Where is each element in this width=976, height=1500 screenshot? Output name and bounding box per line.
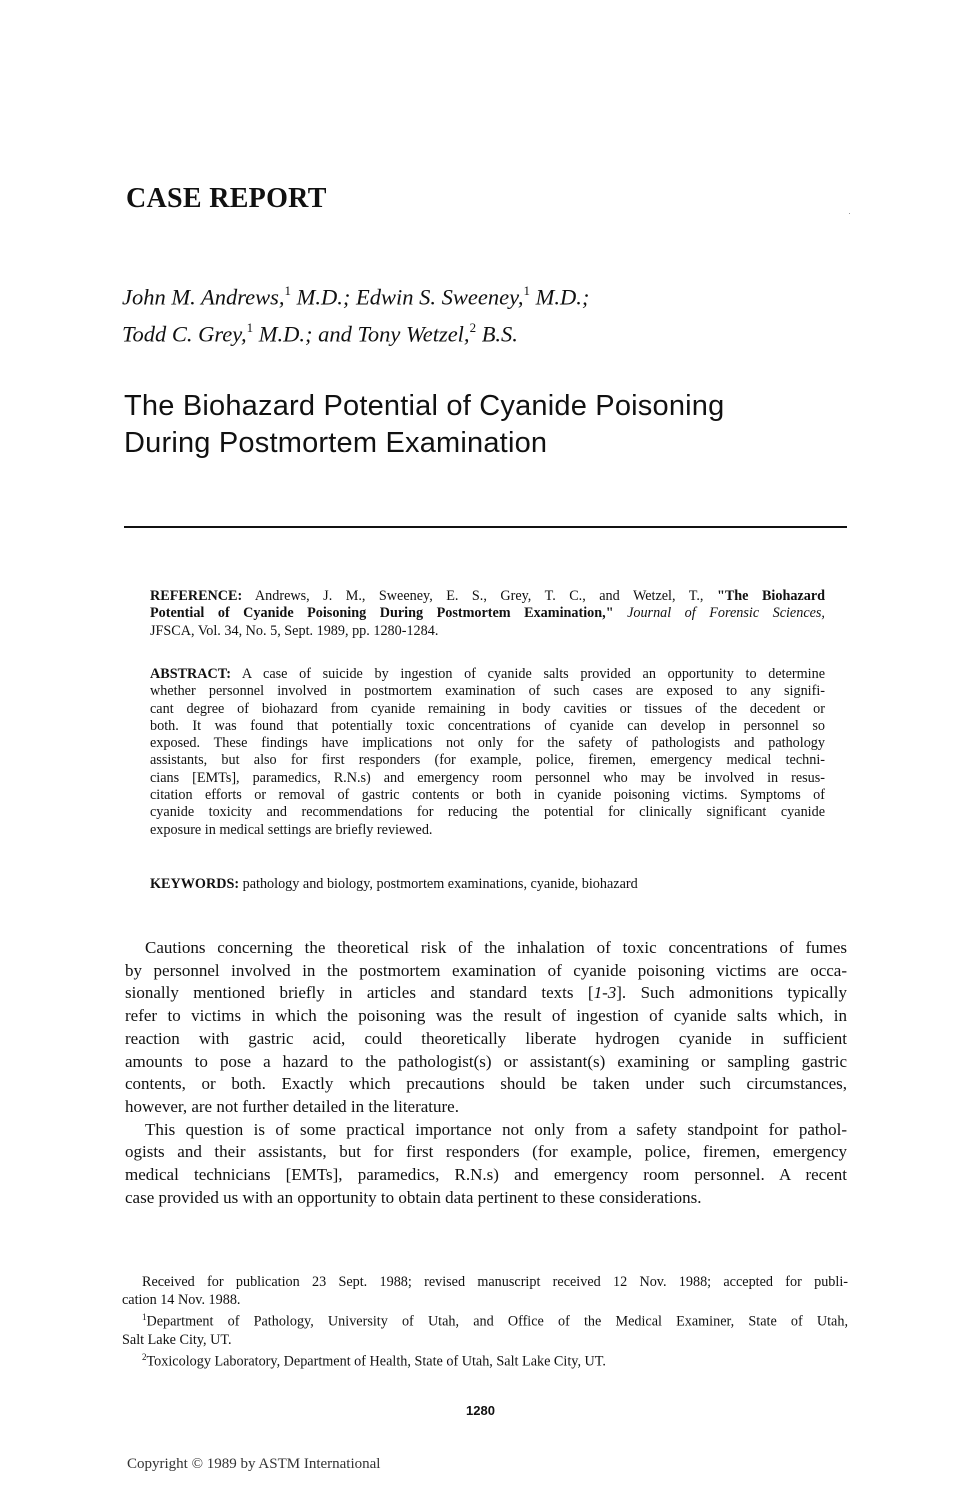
title-line-1: The Biohazard Potential of Cyanide Poisoning <box>124 390 725 422</box>
reference-line <box>150 588 825 605</box>
abstract-label: ABSTRACT: <box>150 666 231 682</box>
affiliation-marker: 1 <box>523 283 530 298</box>
body-line: ogists and their assistants, but for first responders (for example, police, firemen, emergency <box>125 1142 847 1162</box>
footnote-marker: 1 <box>142 1312 147 1323</box>
author-line-2 <box>122 313 862 350</box>
author-name-grey: Todd C. Grey, <box>122 321 247 346</box>
abstract-block <box>150 666 825 839</box>
footnote-text: Toxicology Laboratory, Department of Health, State of Utah, Salt Lake City, UT. <box>146 1353 606 1370</box>
body-line: refer to victims in which the poisoning was the result of ingestion of cyanide salts which, in <box>125 1006 847 1026</box>
abstract-line: assistants, but also for first responders (for example, police, firemen, emergency medical techni- <box>150 752 825 769</box>
footnote-affiliation-1: Salt Lake City, UT. <box>122 1331 232 1348</box>
body-line: This question is of some practical importance not only from a safety standpoint for pathol- <box>145 1119 847 1139</box>
keywords-line <box>150 876 825 893</box>
footnotes <box>122 1274 848 1371</box>
footnote-received: cation 14 Nov. 1988. <box>122 1291 241 1308</box>
body-line: Cautions concerning the theoretical risk of the inhalation of toxic concentrations of fumes <box>145 938 847 957</box>
author-name-wetzel: M.D.; and Tony Wetzel, <box>253 321 470 346</box>
section-label: CASE REPORT <box>126 183 327 214</box>
body-text-segment: ]. Such admonitions typically <box>616 983 847 1003</box>
keywords-text: pathology and biology, postmortem examinations, cyanide, biohazard <box>239 876 638 892</box>
reference-line: JFSCA, Vol. 34, No. 5, Sept. 1989, pp. 1280-1284. <box>150 622 439 639</box>
keywords-label: KEYWORDS: <box>150 876 240 892</box>
body-line <box>125 982 847 1005</box>
article-title <box>124 388 864 462</box>
abstract-line: cant degree of biohazard from cyanide remaining in body cavities or tissues of the decedent or <box>150 700 825 717</box>
body-text <box>125 937 847 1209</box>
affiliation-marker: 1 <box>246 319 254 335</box>
abstract-line: whether personnel involved in postmortem examination of such cases are exposed to any signifi- <box>150 683 825 700</box>
footnote-affiliation-1 <box>122 1309 848 1331</box>
reference-label: REFERENCE: <box>150 588 243 604</box>
author-line-1 <box>122 276 862 313</box>
abstract-line: citation efforts or removal of gastric contents or both in cyanide poisoning victims. Symptoms of <box>150 787 825 804</box>
abstract-line: both. It was found that potentially toxic concentrations of cyanide can develop in personnel so <box>150 717 825 734</box>
affiliation-marker: 2 <box>469 319 477 335</box>
body-text-segment: sionally mentioned briefly in articles and standard texts [ <box>125 983 594 1003</box>
scan-speck <box>849 213 850 214</box>
author-degree: B.S. <box>476 321 518 346</box>
reference-title-end: Potential of Cyanide Poisoning During Postmortem Examination," <box>150 605 614 622</box>
abstract-line: exposure in medical settings are briefly reviewed. <box>150 821 433 838</box>
abstract-text: A case of suicide by ingestion of cyanide salts provided an opportunity to determine <box>230 666 825 682</box>
reference-authors: Andrews, J. M., Sweeney, E. S., Grey, T. C., and Wetzel, T., <box>242 588 717 604</box>
footnote-text: Department of Pathology, University of Utah, and Office of the Medical Examiner, State of Utah, <box>146 1313 848 1330</box>
reference-title-start: "The Biohazard <box>716 588 826 604</box>
author-list <box>122 276 862 349</box>
body-line: case provided us with an opportunity to obtain data pertinent to these considerations. <box>125 1187 702 1207</box>
footnote-affiliation-2 <box>122 1349 848 1371</box>
body-line: contents, or both. Exactly which precautions should be taken under such circumstances, <box>125 1074 847 1094</box>
abstract-line <box>150 666 825 683</box>
footnote-received: Received for publication 23 Sept. 1988; revised manuscript received 12 Nov. 1988; accepted for publi- <box>142 1274 848 1290</box>
author-name-sweeney: M.D.; Edwin S. Sweeney, <box>291 284 524 310</box>
author-degree: M.D.; <box>529 284 590 310</box>
keywords-block <box>150 876 825 893</box>
abstract-line: cians [EMTs], paramedics, R.N.s) and emergency room personnel who may be involved in resus- <box>150 769 825 786</box>
page-number: 1280 <box>466 1403 495 1418</box>
body-line: amounts to pose a hazard to the pathologist(s) or assistant(s) examining or sampling gastric <box>125 1051 847 1071</box>
body-line: by personnel involved in the postmortem examination of cyanide poisoning victims are occa- <box>125 960 847 980</box>
author-name-andrews: John M. Andrews, <box>122 284 285 310</box>
copyright-notice: Copyright © 1989 by ASTM International <box>127 1456 381 1472</box>
reference-block <box>150 588 825 640</box>
title-divider <box>124 526 847 528</box>
citation-reference: 1-3 <box>593 983 617 1003</box>
abstract-line: cyanide toxicity and recommendations for reducing the potential for clinically significant cyanide <box>150 804 825 821</box>
title-line-2: During Postmortem Examination <box>124 427 548 459</box>
body-line: however, are not further detailed in the literature. <box>125 1096 459 1116</box>
footnote-marker: 2 <box>142 1352 147 1363</box>
body-line: medical technicians [EMTs], paramedics, R.N.s) and emergency room personnel. A recent <box>125 1165 847 1185</box>
reference-line <box>150 605 825 622</box>
body-line: reaction with gastric acid, could theoretically liberate hydrogen cyanide in sufficient <box>125 1028 847 1048</box>
reference-journal: Journal of Forensic Sciences, <box>613 605 825 622</box>
affiliation-marker: 1 <box>284 283 291 298</box>
abstract-line: exposed. These findings have implications not only for the safety of pathologists and pathology <box>150 735 825 752</box>
